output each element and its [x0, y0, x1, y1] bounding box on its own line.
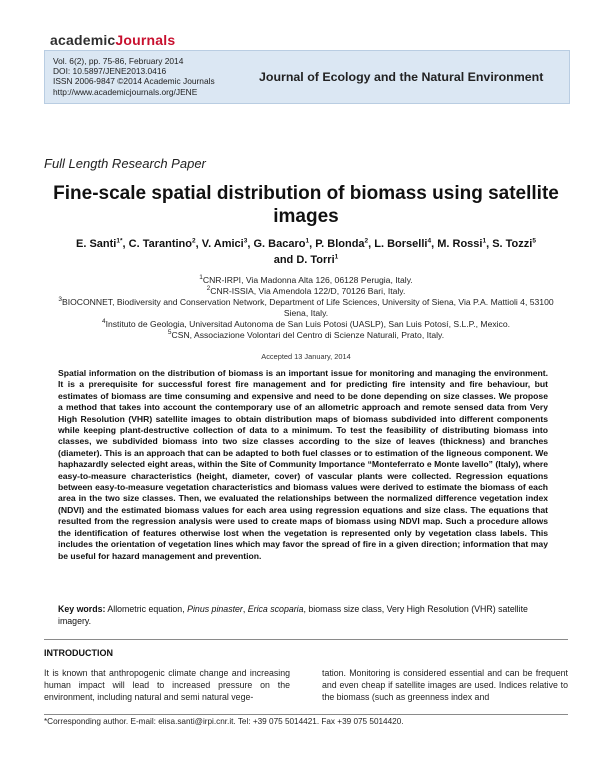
- author-affil-mark: 2: [364, 237, 369, 245]
- author-name: V. Amici: [201, 238, 244, 250]
- author-affil-mark: 1*: [116, 237, 123, 245]
- author-affil-mark: 1: [334, 253, 339, 261]
- author-name: M. Rossi: [437, 238, 483, 250]
- author-name: L. Borselli: [374, 238, 428, 250]
- keyword-italic: Pinus pinaster: [187, 604, 243, 614]
- affiliation-item: $^3$BIOCONNET, Biodiversity and Conservation Network, Department of Life Sciences, University of Siena, Via P.A. Mattioli 4, 53100 Siena, Italy.: [58, 296, 554, 318]
- keywords: Key words: Allometric equation, Pinus pinaster, Erica scoparia, biomass size class, Very High Resolution (VHR) satellite imagery.: [58, 604, 528, 626]
- intro-column-left: It is known that anthropogenic climate change and increasing human impact will lead to increased pressure on the environment, including natural and semi natural vege-: [44, 668, 290, 702]
- publisher-name-part1: academic: [50, 32, 116, 48]
- author-name: D. Torri: [296, 254, 335, 266]
- author-affil-mark: 3: [243, 237, 248, 245]
- author-name: E. Santi: [76, 238, 117, 250]
- section-heading-introduction: INTRODUCTION: [44, 648, 113, 658]
- paper-title: Fine-scale spatial distribution of biomass using satellite images: [53, 183, 559, 227]
- affiliation-item: $^1$CNR-IRPI, Via Madonna Alta 126, 06128 Perugia, Italy.: [199, 274, 413, 285]
- meta-volume: Vol. 6(2), pp. 75-86, February 2014: [53, 56, 184, 66]
- meta-doi: DOI: 10.5897/JENE2013.0416: [53, 66, 167, 77]
- author-affil-mark: 2: [192, 237, 196, 245]
- paper-type: Full Length Research Paper: [44, 156, 206, 171]
- keywords-label: Key words:: [58, 604, 106, 614]
- publisher-logo: [50, 32, 175, 48]
- author-name: P. Blonda: [315, 238, 365, 250]
- divider: [44, 639, 568, 640]
- journal-title: Journal of Ecology and the Natural Environment: [259, 70, 544, 84]
- footnote-divider: [44, 714, 568, 715]
- affiliation-item: $^2$CNR-ISSIA, Via Amendola 122/D, 70126 Bari, Italy.: [206, 285, 406, 296]
- corresponding-author-footnote: *Corresponding author. E-mail: elisa.santi@irpi.cnr.it. Tel: +39 075 5014421. Fax +39 075 5014420.: [44, 717, 404, 726]
- keywords-text: , biomass size class, Very High Resolution (VHR) satellite imagery.: [58, 604, 528, 626]
- author-affil-mark: 1: [305, 237, 310, 245]
- author-name: S. Tozzi: [492, 238, 533, 250]
- meta-url[interactable]: http://www.academicjournals.org/JENE: [53, 86, 198, 97]
- journal-meta: [53, 56, 215, 97]
- author-name: G. Bacaro: [253, 238, 306, 250]
- abstract: Spatial information on the distribution of biomass is an important issue for monitoring and managing the environment. It is a prerequisite for successful forest fire management and for predicting fire intensity and fire behaviour, but estimates of biomass are time consuming and expensive and need to be done depending on size classes. We propose a method that takes into account the contemporary use of an allometric approach and remote sensed data from Very High Resolution (VHR) satellite images to obtain distribution maps of biomass subdivided into different components while keeping plant-destructive collection of data to a minimum. To test the feasibility of distributing biomass into classes, we subdivided biomass into two size classes according to the size of leaves (thickness) and branches (diameter). This is an approach that can be adapted to both fuel classes or to estimation of the ligneous component. We haphazardly selected eight areas, within the Site of Community Importance “Monteferrato e Monte Iavello” (Italy), where easy-to-measure characteristics (height, diameter, cover) of vascular plants were collected. Regression equations between easy-to-measure vegetation characteristics and biomass values were derived to estimate the biomass of each area in the two size classes. Then, we evaluated the relationships between the normalized difference vegetation index (NDVI) and the estimated biomass values for each area using regression equations and size class. The equations that resulted from the regression analysis were used to create maps of biomass using NDVI map. Such a procedure allows the identification of features otherwise lost when the vegetation is represented only by vegetation class labels. This includes the orientation of vegetation lines which may favor the spread of fire in a given direction; information that may be useful for hazard management and prevention.: [58, 368, 548, 561]
- meta-issn: ISSN 2006-9847 ©2014 Academic Journals: [53, 76, 215, 87]
- author-affil-mark: 1: [482, 237, 487, 245]
- affiliation-item: $^5$CSN, Associazione Volontari del Centro di Scienze Naturali, Prato, Italy.: [167, 329, 445, 340]
- author-affil-mark: 5: [532, 237, 536, 245]
- keywords-text: Allometric equation,: [107, 604, 185, 614]
- affiliation-item: $^4$Instituto de Geologia, Universitad Autonoma de San Luis Potosi (UASLP), San Luis Potosí, S.L.P., Mexico.: [101, 318, 511, 329]
- publisher-name-part2: Journals: [115, 32, 176, 48]
- author-name: C. Tarantino: [128, 238, 192, 250]
- keyword-italic: Erica scoparia: [247, 604, 304, 614]
- author-list: E. Santi$^{1*}$, C. Tarantino$^2$, V. Amici$^3$, G. Bacaro$^1$, P. Blonda$^2$, L. Borselli$^4$, M. Rossi$^1$, S. Tozzi$^5$ and D. Torri$^1$: [76, 237, 536, 266]
- affiliations: [44, 275, 568, 341]
- accepted-date: Accepted 13 January, 2014: [261, 352, 351, 361]
- journal-header-bar: [44, 50, 570, 104]
- intro-column-right: tation. Monitoring is considered essential and can be frequent and even cheap if satellite images are used. Indices relative to the biomass (such as greenness index and: [322, 668, 568, 702]
- author-affil-mark: 4: [427, 237, 432, 245]
